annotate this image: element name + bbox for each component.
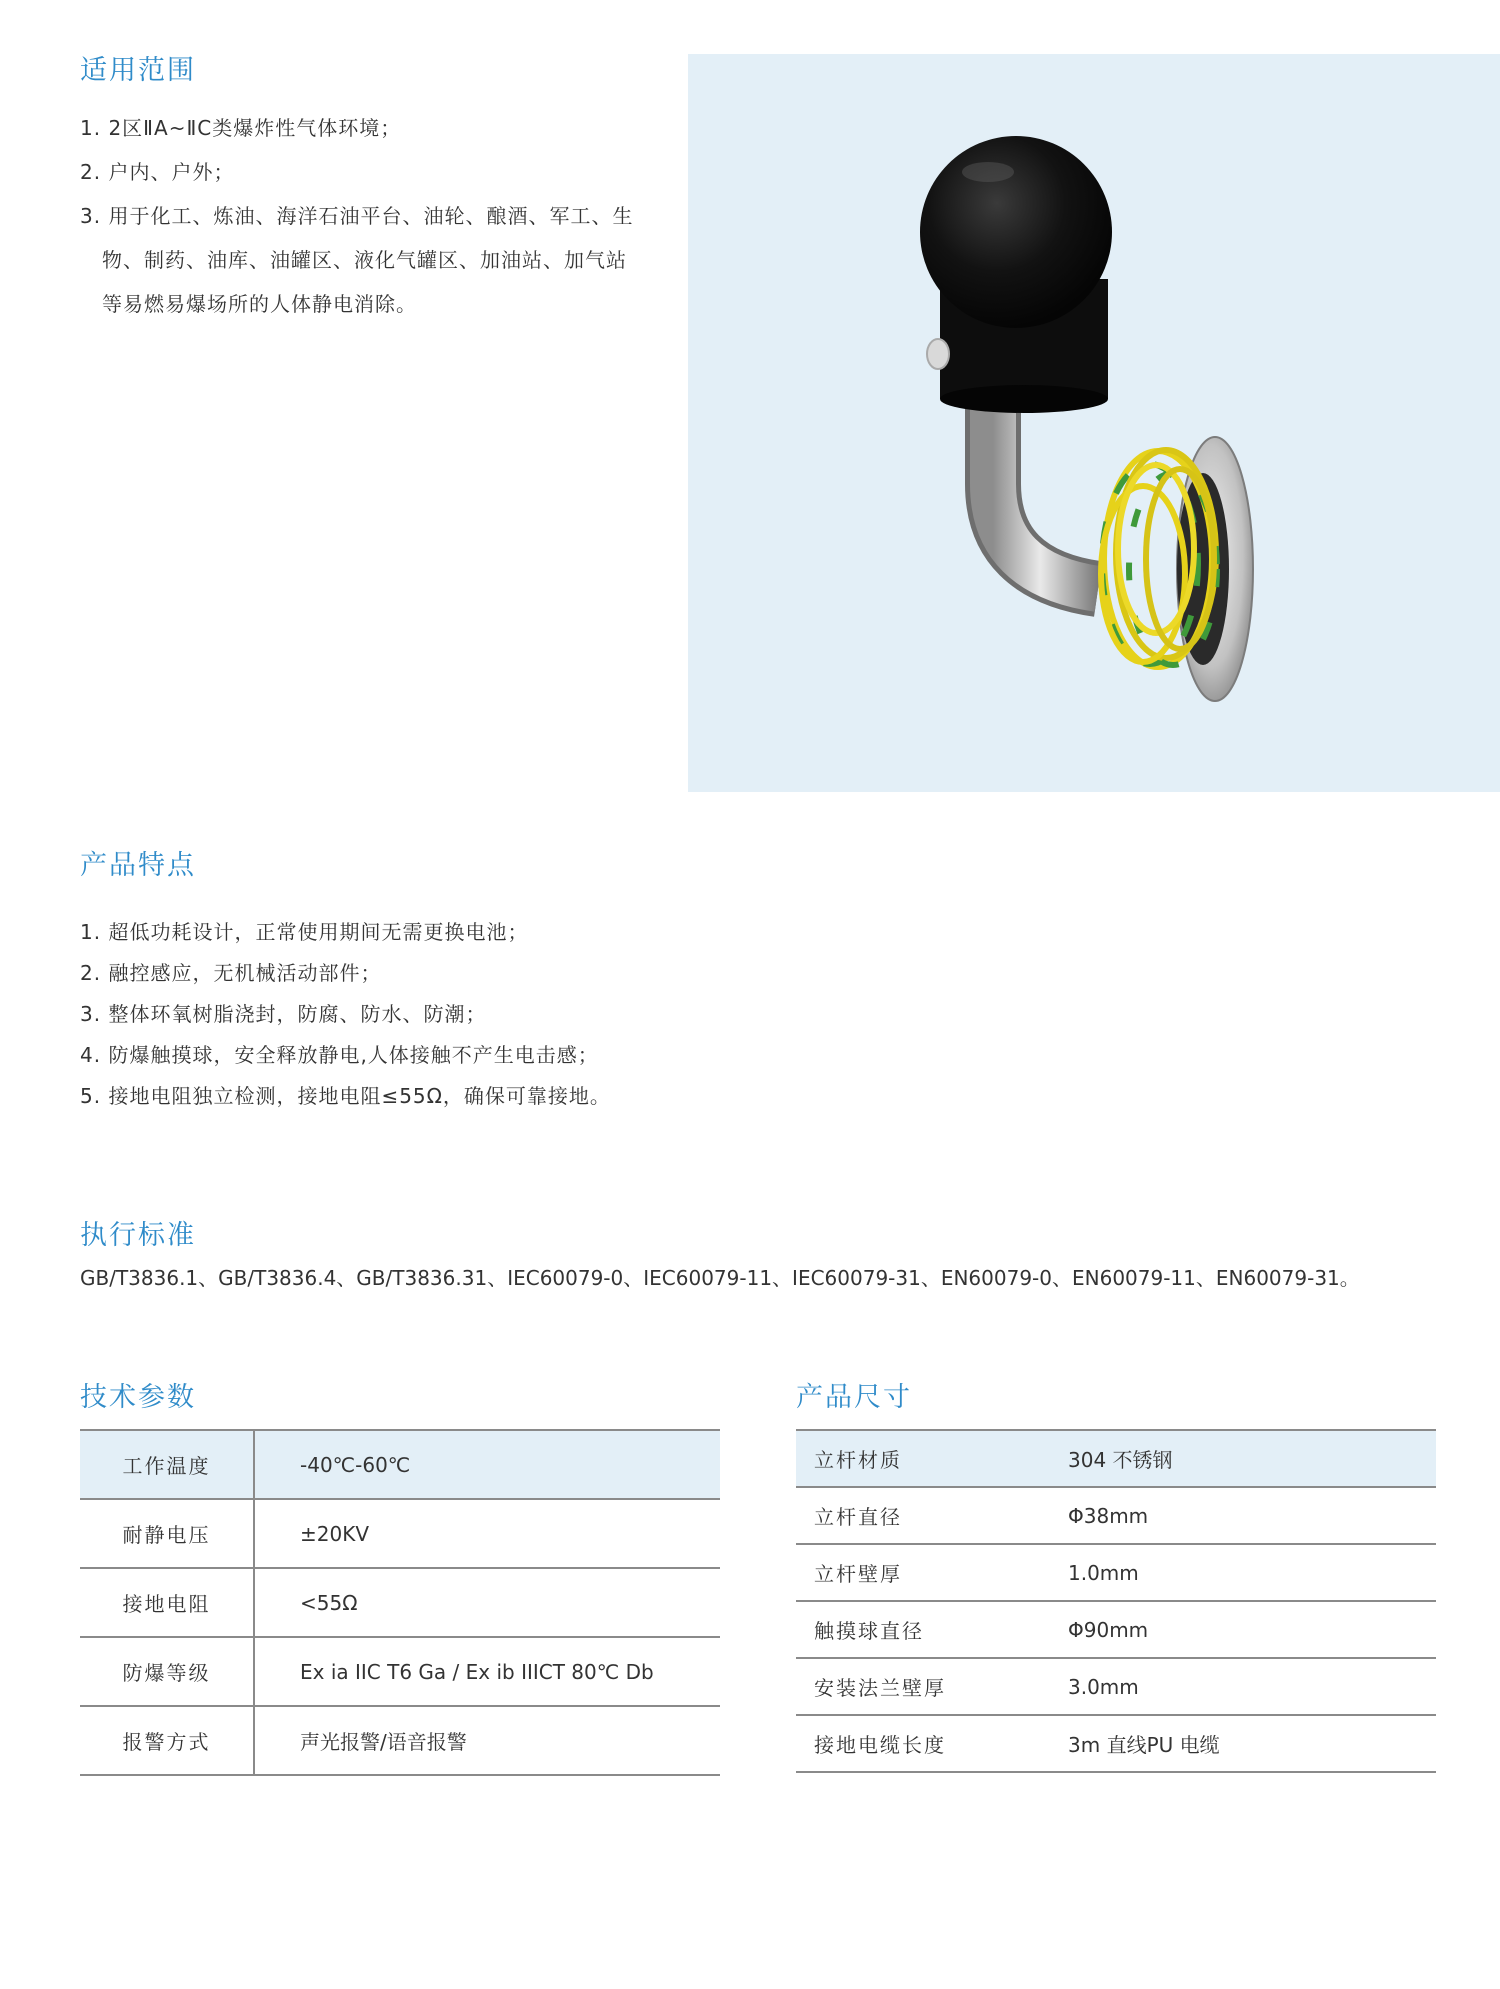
param-label: 报警方式 — [80, 1706, 254, 1775]
dimension-value: 3m 直线PU 电缆 — [1068, 1733, 1220, 1757]
table-row — [796, 1430, 1436, 1487]
dimensions-heading: 产品尺寸 — [796, 1382, 912, 1413]
static-discharge-ball-image — [688, 54, 1500, 792]
param-label: 耐静电压 — [80, 1499, 254, 1568]
table-row — [80, 1499, 720, 1568]
param-value: -40℃-60℃ — [300, 1452, 411, 1477]
dimension-value: 3.0mm — [1068, 1674, 1139, 1699]
table-row — [796, 1487, 1436, 1544]
dimension-label: 接地电缆长度 — [814, 1733, 946, 1757]
dimension-value: Φ38mm — [1068, 1503, 1149, 1528]
product-photo-panel — [688, 54, 1500, 792]
dimension-label: 安装法兰壁厚 — [814, 1676, 946, 1700]
table-row — [80, 1430, 720, 1499]
scope-list — [80, 106, 640, 326]
param-value: <55Ω — [300, 1590, 358, 1615]
param-value: 声光报警/语音报警 — [300, 1730, 467, 1754]
dimension-label: 立杆壁厚 — [814, 1562, 902, 1586]
param-label: 接地电阻 — [80, 1568, 254, 1637]
param-label: 工作温度 — [80, 1430, 254, 1499]
table-row — [796, 1544, 1436, 1601]
dimension-value: 1.0mm — [1068, 1560, 1139, 1585]
dimensions-table — [796, 1429, 1436, 1773]
table-row — [80, 1568, 720, 1637]
feature-item-2: 2. 融控感应，无机械活动部件； — [80, 961, 382, 985]
dimension-label: 立杆直径 — [814, 1505, 902, 1529]
dimension-value: 304 不锈钢 — [1068, 1448, 1173, 1472]
scope-item-3: 3. 用于化工、炼油、海洋石油平台、油轮、酿酒、军工、生物、制药、油库、油罐区、液化气罐区、加油站、加气站等易燃易爆场所的人体静电消除。 — [80, 204, 634, 316]
scope-item-1: 1. 2区ⅡA~ⅡC类爆炸性气体环境； — [80, 116, 402, 140]
scope-item-2: 2. 户内、户外； — [80, 160, 235, 184]
features-list — [80, 912, 1080, 1117]
table-row — [80, 1637, 720, 1706]
param-value: Ex ia IIC T6 Ga / Ex ib IIICT 80℃ Db — [300, 1659, 654, 1684]
feature-item-1: 1. 超低功耗设计，正常使用期间无需更换电池； — [80, 920, 529, 944]
tech-params-table — [80, 1429, 720, 1776]
tech-params-heading: 技术参数 — [80, 1382, 196, 1413]
feature-item-3: 3. 整体环氧树脂浇封，防腐、防水、防潮； — [80, 1002, 487, 1026]
features-heading: 产品特点 — [80, 850, 196, 881]
table-row — [796, 1601, 1436, 1658]
dimension-value: Φ90mm — [1068, 1617, 1149, 1642]
dimension-label: 触摸球直径 — [814, 1619, 924, 1643]
table-row — [796, 1715, 1436, 1772]
standards-heading: 执行标准 — [80, 1220, 196, 1251]
dimension-label: 立杆材质 — [814, 1448, 902, 1472]
feature-item-5: 5. 接地电阻独立检测，接地电阻≤55Ω，确保可靠接地。 — [80, 1084, 611, 1108]
param-value: ±20KV — [300, 1521, 370, 1546]
table-row — [80, 1706, 720, 1775]
feature-item-4: 4. 防爆触摸球，安全释放静电,人体接触不产生电击感； — [80, 1043, 599, 1067]
scope-heading: 适用范围 — [80, 55, 196, 86]
param-label: 防爆等级 — [80, 1637, 254, 1706]
standards-text: GB/T3836.1、GB/T3836.4、GB/T3836.31、IEC60079-0、IEC60079-11、IEC60079-31、EN60079-0、EN60079-11、EN60079-31。 — [80, 1266, 1360, 1290]
table-row — [796, 1658, 1436, 1715]
